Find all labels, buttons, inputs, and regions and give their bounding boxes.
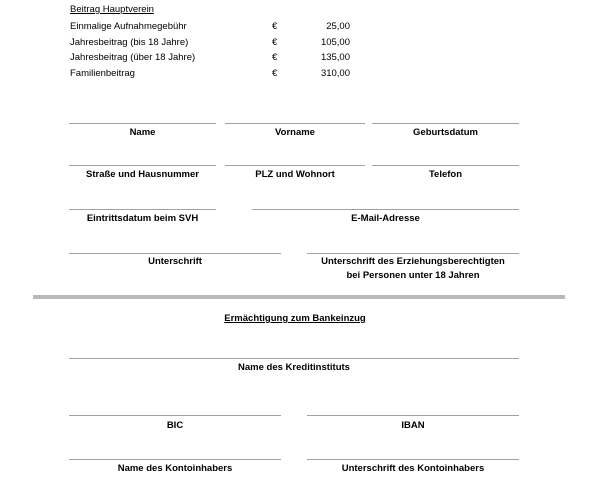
telefon-label: Telefon [428, 169, 463, 180]
iban-label: IBAN [401, 420, 425, 431]
fee-label: Jahresbeitrag (über 18 Jahre) [70, 52, 196, 63]
fee-row [70, 68, 350, 82]
unterschrift-erziehung-field-line[interactable] [307, 253, 519, 254]
vorname-label: Vorname [275, 127, 315, 138]
fee-label: Einmalige Aufnahmegebühr [70, 21, 187, 32]
bic-label: BIC [166, 420, 184, 431]
eintrittsdatum-field-line[interactable] [69, 209, 216, 210]
strasse-label: Straße und Hausnummer [86, 169, 199, 180]
fee-currency: € [272, 68, 278, 79]
fee-amount: 135,00 [320, 52, 350, 63]
fee-amount: 105,00 [320, 37, 350, 48]
eintrittsdatum-label: Eintrittsdatum beim SVH [86, 213, 199, 224]
unterschrift-erziehung-label: Unterschrift des Erziehungsberechtigten [321, 256, 505, 267]
iban-field-line[interactable] [307, 415, 519, 416]
bank-section-title: Ermächtigung zum Bankeinzug [224, 313, 366, 324]
name-field-line[interactable] [69, 123, 216, 124]
fee-currency: € [272, 21, 278, 32]
fee-amount: 25,00 [326, 21, 350, 32]
fee-row [70, 37, 350, 51]
kreditinstitut-label: Name des Kreditinstituts [238, 362, 350, 373]
fee-currency: € [272, 52, 278, 63]
fee-amount: 310,00 [320, 68, 350, 79]
unterschrift-kontoinhaber-label: Unterschrift des Kontoinhabers [341, 463, 485, 474]
fee-row [70, 52, 350, 66]
fee-label: Familienbeitrag [70, 68, 135, 79]
email-label: E-Mail-Adresse [351, 213, 420, 224]
strasse-field-line[interactable] [69, 165, 216, 166]
unterschrift-label: Unterschrift [148, 256, 202, 267]
telefon-field-line[interactable] [372, 165, 519, 166]
kontoinhaber-label: Name des Kontoinhabers [117, 463, 233, 474]
email-field-line[interactable] [252, 209, 519, 210]
fee-row [70, 21, 350, 35]
vorname-field-line[interactable] [225, 123, 365, 124]
unterschrift-field-line[interactable] [69, 253, 281, 254]
plz-ort-field-line[interactable] [225, 165, 365, 166]
bic-field-line[interactable] [69, 415, 281, 416]
fee-section-title: Beitrag Hauptverein [70, 4, 154, 15]
unterschrift-kontoinhaber-field-line[interactable] [307, 459, 519, 460]
geburtsdatum-label: Geburtsdatum [413, 127, 478, 138]
fee-currency: € [272, 37, 278, 48]
unterschrift-erziehung-note: bei Personen unter 18 Jahren [346, 270, 480, 281]
plz-ort-label: PLZ und Wohnort [255, 169, 335, 180]
section-divider [33, 295, 565, 299]
geburtsdatum-field-line[interactable] [372, 123, 519, 124]
kreditinstitut-field-line[interactable] [69, 358, 519, 359]
fee-label: Jahresbeitrag (bis 18 Jahre) [70, 37, 189, 48]
name-label: Name [129, 127, 156, 138]
kontoinhaber-field-line[interactable] [69, 459, 281, 460]
